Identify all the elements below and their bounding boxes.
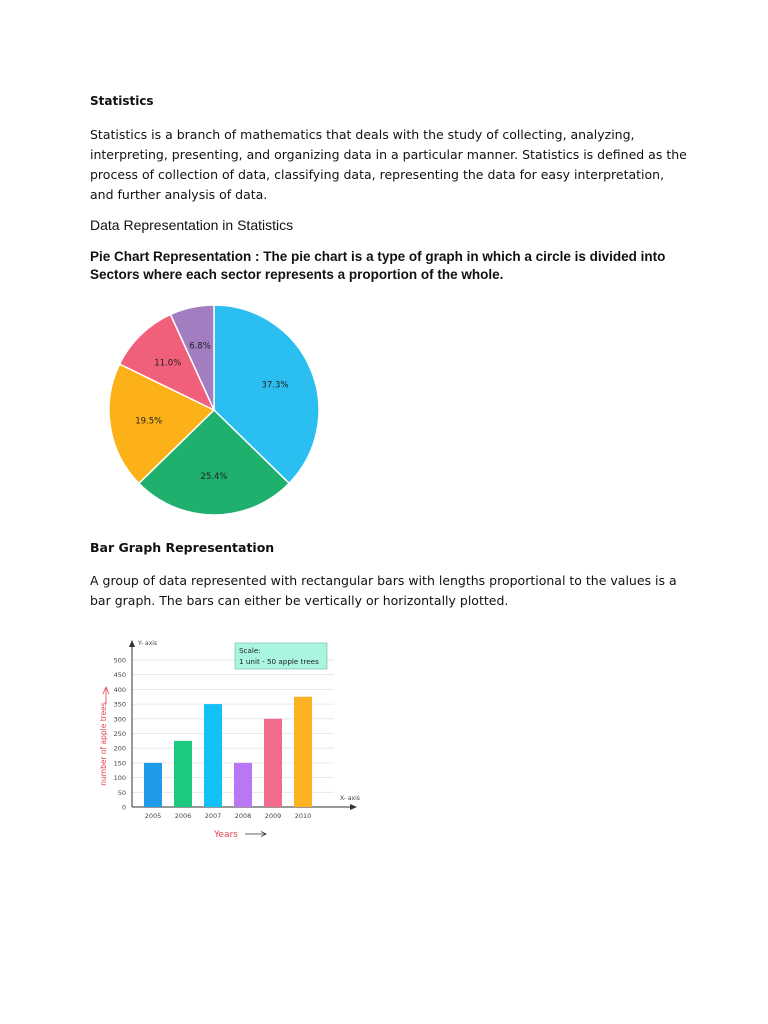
scale-text: 1 unit - 50 apple trees xyxy=(239,657,319,666)
y-tick-label: 50 xyxy=(117,788,126,797)
intro-paragraph: Statistics is a branch of mathematics that deals with the study of collecting, analyzing, interpreting, presenting, and organizing data in a particular manner. Statistics is defined as the process of collection of data, classifying data, representing the data for easy interpretation, and further analysis of data. xyxy=(90,127,687,202)
x-title-arrow-icon xyxy=(245,832,266,837)
y-tick-label: 200 xyxy=(113,744,126,753)
y-tick-label: 450 xyxy=(113,671,126,680)
x-tick-label: 2006 xyxy=(174,812,192,820)
bar xyxy=(264,719,282,807)
bar xyxy=(204,704,222,807)
heading-statistics: Statistics xyxy=(90,94,154,108)
y-tick-label: 300 xyxy=(113,715,126,724)
heading-bar-graph: Bar Graph Representation xyxy=(90,540,275,555)
bar xyxy=(294,697,312,807)
y-tick-label: 100 xyxy=(113,774,126,783)
pie-slice-label: 25.4% xyxy=(200,472,228,483)
y-axis-arrow-icon xyxy=(129,640,135,647)
pie-slice-label: 37.3% xyxy=(261,380,289,391)
y-tick-label: 0 xyxy=(121,803,126,812)
scale-title: Scale: xyxy=(239,646,261,655)
bar xyxy=(144,763,162,807)
x-tick-label: 2005 xyxy=(144,812,162,820)
y-axis-title: number of apple trees xyxy=(99,702,108,786)
pie-slice-label: 19.5% xyxy=(135,416,163,427)
bar-paragraph: A group of data represented with rectangular bars with lengths proportional to the values is a bar graph. The bars can either be vertically or horizontally plotted. xyxy=(90,573,677,608)
y-tick-label: 350 xyxy=(113,700,126,709)
pie-chart xyxy=(100,295,340,530)
x-tick-label: 2008 xyxy=(234,812,252,820)
x-axis-title: Years xyxy=(214,830,238,840)
pie-slice-label: 11.0% xyxy=(154,358,182,369)
x-axis-arrow-icon xyxy=(350,804,357,810)
x-tick-label: 2007 xyxy=(204,812,222,820)
pie-slice-label: 6.8% xyxy=(189,341,211,352)
y-tick-label: 500 xyxy=(113,656,126,665)
bar-chart xyxy=(90,632,380,847)
x-tick-label: 2010 xyxy=(294,812,312,820)
bar xyxy=(234,763,252,807)
y-tick-label: 400 xyxy=(113,685,126,694)
x-axis-name: X- axis xyxy=(340,795,360,802)
y-axis-name: Y- axis xyxy=(138,640,158,647)
bar xyxy=(174,741,192,807)
y-title-arrow-icon xyxy=(103,687,109,704)
y-tick-label: 250 xyxy=(113,730,126,738)
heading-pie-chart: Pie Chart Representation : The pie chart is a type of graph in which a circle is divided into Sectors where each sector represents a proportion of the whole. xyxy=(90,249,666,282)
y-tick-label: 150 xyxy=(113,759,126,768)
heading-data-representation: Data Representation in Statistics xyxy=(90,217,294,233)
x-tick-label: 2009 xyxy=(264,812,282,820)
